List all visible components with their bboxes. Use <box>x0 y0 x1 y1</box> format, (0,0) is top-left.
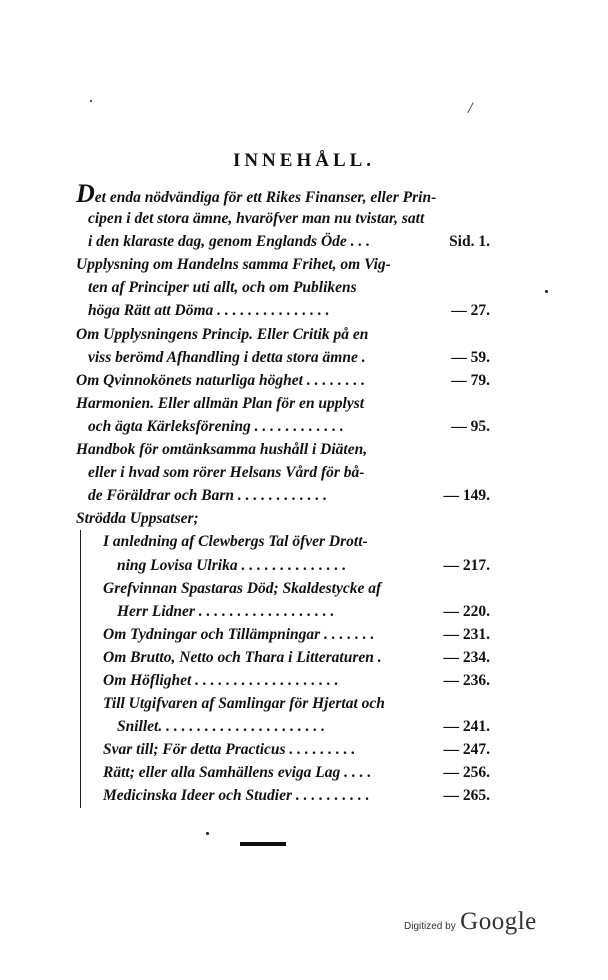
toc-page-number: — 241. <box>443 718 490 736</box>
closing-rule <box>240 842 286 846</box>
toc-line <box>76 179 490 208</box>
toc-line <box>76 484 490 507</box>
toc-line <box>80 530 490 553</box>
toc-entry-text: Upplysning om Handelns samma Frihet, om Vig- <box>76 256 391 274</box>
toc-entry-text: ten af Principer uti allt, och om Publikens <box>88 279 357 297</box>
toc-line <box>76 415 490 438</box>
toc-page-number: — 236. <box>443 671 490 689</box>
toc-entry-text: de Föräldrar och Barn . . . . . . . . . . . . <box>88 487 327 505</box>
toc-page-number: — 79. <box>451 371 490 389</box>
toc-line <box>76 323 490 346</box>
toc-line <box>76 369 490 392</box>
toc-page-number: — 234. <box>443 648 490 666</box>
toc-line <box>80 669 490 692</box>
toc-page-number: — 265. <box>443 787 490 805</box>
toc-entry-text: höga Rätt att Döma . . . . . . . . . . . . . . . <box>88 302 330 320</box>
page-heading: INNEHÅLL. <box>232 150 376 171</box>
toc-entry-text: viss berömd Afhandling i detta stora ämne . <box>88 348 366 366</box>
toc-page-number: — 27. <box>451 302 490 320</box>
speck-3 <box>206 832 209 835</box>
toc-entry-text: ning Lovisa Ulrika . . . . . . . . . . . . . . <box>117 556 347 574</box>
toc-entry-text: Strödda Uppsatser; <box>76 510 199 528</box>
toc-page-number: — 95. <box>451 417 490 435</box>
digitized-by-label: Digitized by <box>404 921 456 932</box>
toc-entry-text: Handbok för omtänksamma hushåll i Diäten, <box>76 441 368 459</box>
digitized-by-google-watermark <box>404 908 537 936</box>
table-of-contents <box>76 179 490 808</box>
toc-line <box>80 715 490 738</box>
toc-line <box>80 554 490 577</box>
toc-entry-text: Om Höflighet . . . . . . . . . . . . . . . . . . . <box>103 671 339 689</box>
toc-entry-text: och ägta Kärleksförening . . . . . . . . . . . . <box>88 417 344 435</box>
toc-line <box>76 276 490 299</box>
toc-line <box>76 346 490 369</box>
toc-page-number: — 149. <box>443 487 490 505</box>
toc-entry-text: Om Brutto, Netto och Thara i Litteraturen . <box>103 648 382 666</box>
toc-entry-text: eller i hvad som rörer Helsans Vård för bå- <box>88 464 365 482</box>
toc-line <box>76 438 490 461</box>
toc-line <box>76 507 490 530</box>
toc-entry-text: Om Tydningar och Tillämpningar . . . . . . . <box>103 625 375 643</box>
toc-entry-text: Om Qvinnokönets naturliga höghet . . . . . . . . <box>76 371 365 389</box>
toc-page-number: Sid. 1. <box>449 233 490 251</box>
toc-entry-text: Det enda nödvändiga för ett Rikes Finanser, eller Prin- <box>76 179 437 208</box>
toc-page-number: — 220. <box>443 602 490 620</box>
toc-line <box>80 784 490 807</box>
toc-entry-text: Grefvinnan Spastaras Död; Skaldestycke af <box>103 579 382 597</box>
toc-page-number: — 231. <box>443 625 490 643</box>
toc-entry-text: Snillet. . . . . . . . . . . . . . . . . . . . . . <box>117 718 325 736</box>
toc-line <box>80 692 490 715</box>
toc-entry-text: i den klaraste dag, genom Englands Öde . . . <box>88 233 371 251</box>
toc-entry-text: Rätt; eller alla Samhällens eviga Lag . . . . <box>103 764 372 782</box>
toc-line <box>76 461 490 484</box>
speck-2 <box>545 290 548 293</box>
toc-line <box>80 600 490 623</box>
toc-page-number: — 256. <box>443 764 490 782</box>
toc-entry-text: Herr Lidner . . . . . . . . . . . . . . . . . . <box>117 602 335 620</box>
toc-entry-text: cipen i det stora ämne, hvaröfver man nu tvistar, satt <box>88 210 425 228</box>
google-logo: Google <box>460 908 537 935</box>
toc-line <box>76 253 490 276</box>
toc-entry-text: I anledning af Clewbergs Tal öfver Drott- <box>103 533 368 551</box>
toc-line <box>80 738 490 761</box>
corner-mark: / <box>468 100 473 117</box>
toc-entry-text: Svar till; För detta Practicus . . . . . . . . . <box>103 741 356 759</box>
toc-line <box>76 299 490 322</box>
toc-page-number: — 59. <box>451 348 490 366</box>
toc-entry-text: Om Upplysningens Princip. Eller Critik på en <box>76 325 369 343</box>
toc-entry-text: Medicinska Ideer och Studier . . . . . . . . . . <box>103 787 370 805</box>
toc-line <box>80 761 490 784</box>
toc-line <box>80 623 490 646</box>
toc-line <box>76 230 490 253</box>
toc-page-number: — 247. <box>443 741 490 759</box>
toc-line <box>80 646 490 669</box>
speck-1 <box>90 100 92 102</box>
drop-cap: D <box>76 179 95 208</box>
toc-entry-text: Harmonien. Eller allmän Plan för en upplyst <box>76 394 365 412</box>
toc-line <box>76 207 490 230</box>
toc-entry-text: Till Utgifvaren af Samlingar för Hjertat och <box>103 695 385 713</box>
toc-page-number: — 217. <box>443 556 490 574</box>
toc-line <box>76 392 490 415</box>
toc-line <box>80 577 490 600</box>
